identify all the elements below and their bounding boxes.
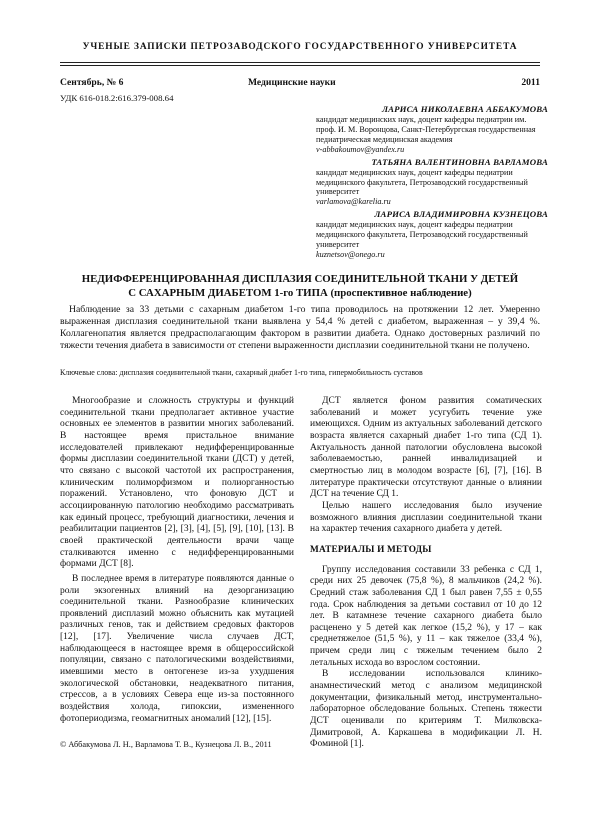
journal-title: УЧЕНЫЕ ЗАПИСКИ ПЕТРОЗАВОДСКОГО ГОСУДАРСТВЕННОГО УНИВЕРСИТЕТА	[82, 42, 518, 52]
author-name: ЛАРИСА ВЛАДИМИРОВНА КУЗНЕЦОВА	[374, 209, 548, 220]
copyright-line: © Аббакумова Л. Н., Варламова Т. В., Кузнецова Л. В., 2011	[60, 740, 272, 749]
author-email: varlamova@karelia.ru	[316, 197, 391, 207]
article-title-line-1: НЕДИФФЕРЕНЦИРОВАННАЯ ДИСПЛАЗИЯ СОЕДИНИТЕЛЬНОЙ ТКАНИ У ДЕТЕЙ	[81, 273, 519, 285]
author-list	[316, 104, 548, 262]
body-paragraph: В последнее время в литературе появляются данные о роли экзогенных влияний на дезорганизацию соединительной ткани. Разнообразие клинических проявлений дисплазий можно объяснить как мутацией различных генов, так и действием средовых факторов [12], [17]. Увеличение числа случаев ДСТ, наблюдающееся в настоящее время в общероссийской популяции, связано с патологическими воздействиями, имевшими место в онтогенезе из-за ухудшения экологической обстановки, неадекватного питания, стрессов, а в условиях Севера еще из-за постоянного воздействия холода, гипоксии, измененного фотопериодизма, геомагнитных аномалий [12], [15].	[60, 573, 294, 724]
author-affiliation: кандидат медицинских наук, доцент кафедры педиатрии им. проф. И. М. Воронцова, Санкт-Петербургская государственная педиатрическая медицинская академия	[316, 115, 536, 144]
keywords: Ключевые слова: дисплазия соединительной ткани, сахарный диабет 1-го типа, гипермобильность суставов	[60, 368, 423, 377]
author-email: v-abbakoumov@yandex.ru	[316, 144, 405, 154]
author-name: ТАТЬЯНА ВАЛЕНТИНОВНА ВАРЛАМОВА	[371, 156, 548, 167]
section-heading: МАТЕРИАЛЫ И МЕТОДЫ	[310, 544, 432, 555]
udk-code: УДК 616-018.2:616.379-008.64	[60, 93, 174, 103]
abstract: Наблюдение за 33 детьми с сахарным диабетом 1-го типа проводилось на протяжении 12 лет. Умеренно выраженная дисплазия соединительной ткани выявлена у 54,4 % детей с диабетом, выраженная – у 39,4 %. Коллагенопатия является предрасполагающим фактором в развитии диабета. Однако достоверных различий по тяжести течения диабета в зависимости от степени выраженности дисплазии соединительной ткани не получено.	[60, 304, 540, 351]
issue-date: Сентябрь, № 6	[60, 77, 124, 88]
body-paragraph: Целью нашего исследования было изучение возможного влияния дисплазии соединительной ткани на характер течения сахарного диабета у детей.	[310, 500, 542, 535]
issue-meta-row	[60, 77, 540, 91]
article-title	[60, 272, 540, 300]
header-rule-bottom	[60, 65, 540, 66]
body-paragraph: Группу исследования составили 33 ребенка с СД 1, среди них 25 девочек (75,8 %), 8 мальчиков (24,2 %). Средний стаж заболевания СД 1 был равен 7,55 ± 0,55 года. Срок наблюдения за детьми составил от 10 до 12 лет. В катамнезе течение сахарного диабета было расценено у 5 детей как легкое (15,2 %), у 17 – как среднетяжелое (51,5 %), у 11 – как тяжелое (33,4 %), причем среди лиц с тяжелым течением было 2 летальных исхода во взрослом состоянии.	[310, 564, 542, 668]
body-paragraph: Многообразие и сложность структуры и функций соединительной ткани предполагает активное участие основных ее элементов в развитии многих заболеваний. В настоящее время пристальное внимание исследователей привлекают недифференцированные формы дисплазии соединительной ткани (ДСТ) у детей, что связано с высокой частотой их распространения, клиническим полиморфизмом и полиорганностью поражений. Установлено, что фоновую ДСТ и ассоциированную патологию необходимо рассматривать как единый процесс, требующий диагностики, лечения и реабилитации пациентов [2], [3], [4], [5], [9], [10], [13]. В своей практической деятельности врачи чаще сталкиваются именно с недифференцированными формами ДСТ [8].	[60, 396, 294, 570]
body-column-right	[310, 396, 542, 751]
body-column-left	[60, 396, 294, 725]
section-name: Медицинские науки	[248, 77, 336, 88]
author-block	[316, 209, 548, 260]
header-rule-top	[60, 62, 540, 63]
body-paragraph: В исследовании использовался клинико-анамнестический метод с анализом медицинской документации, физикальный метод, инструментально-лабораторное обследование больных. Степень тяжести ДСТ оценивали по критериям Т. Милковска-Димитровой, А. Каркашева в модификации Л. Н. Фоминой [1].	[310, 669, 542, 750]
author-block	[316, 157, 548, 208]
author-name: ЛАРИСА НИКОЛАЕВНА АББАКУМОВА	[381, 104, 548, 114]
article-title-line-2: С САХАРНЫМ ДИАБЕТОМ 1-го ТИПА (проспективное наблюдение)	[128, 287, 472, 299]
body-paragraph: ДСТ является фоном развития соматических заболеваний и может усугубить течение уже имеющихся. Одним из актуальных заболеваний детского возраста является сахарный диабет 1-го типа (СД 1). Актуальность данной патологии обусловлена высокой заболеваемостью, ранней инвалидизацией и смертностью лиц в молодом возрасте [6], [7], [16]. В литературе практически отсутствуют данные о влиянии ДСТ на течение СД 1.	[310, 396, 542, 500]
author-affiliation: кандидат медицинских наук, доцент кафедры педиатрии медицинского факультета, Петрозаводский государственный университет	[316, 167, 528, 197]
author-block	[316, 104, 548, 155]
issue-year: 2011	[521, 77, 540, 88]
author-email: kuznetsov@onego.ru	[316, 249, 385, 259]
author-affiliation: кандидат медицинских наук, доцент кафедры педиатрии медицинского факультета, Петрозаводский государственный университет	[316, 220, 528, 250]
